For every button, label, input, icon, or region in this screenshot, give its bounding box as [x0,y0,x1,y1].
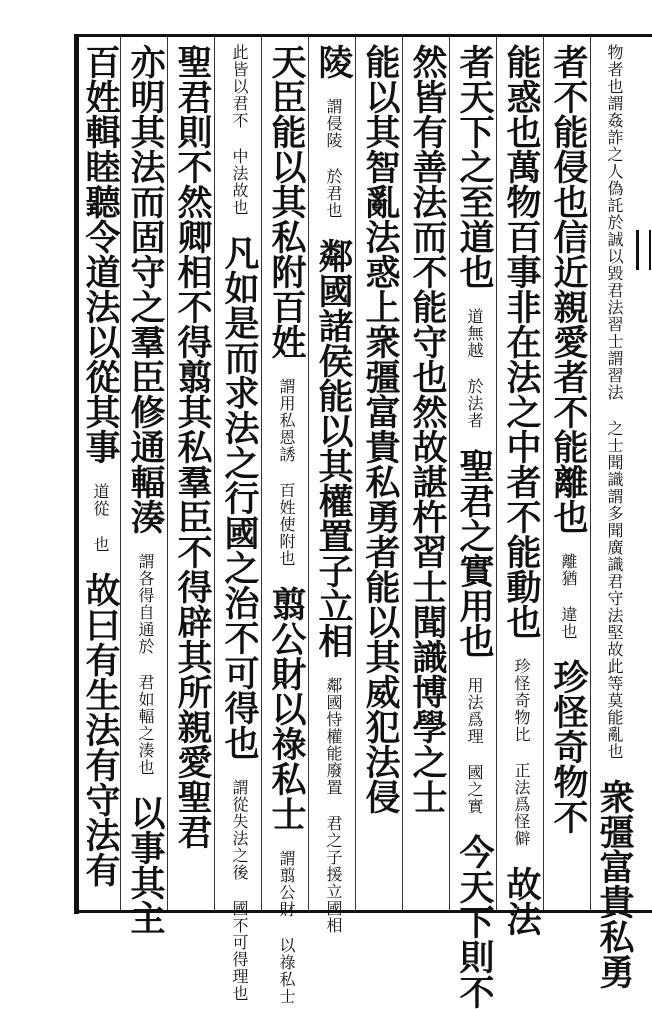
main-text: 今天下則不 [454,834,495,1009]
annotation-line: 也 [91,536,110,553]
main-text: 聖君則不然卿相不得翦其私羣臣不得辟其所親愛聖君 [172,44,213,849]
annotation-line: 離猶 [559,553,578,587]
annotation-line: 於法者 [465,378,484,429]
column-rule [402,37,403,910]
fold-edge-mark [636,230,651,270]
annotation-line: 之士聞識謂多聞廣識君守法堅故此等莫能亂也 [605,420,624,760]
main-text: 珍怪奇物不 [548,659,589,834]
text-column-11 [123,44,167,935]
main-text: 天臣能以其私附百姓 [266,44,307,359]
annotation-line: 鄰國恃權能廢置 [324,677,343,796]
main-text: 凡如是而求法之行國之治不可得也 [219,235,260,760]
column-rule [261,37,262,910]
annotation-line: 謂用私恩誘 [277,378,296,463]
main-text: 然皆有善法而不能守也然故諶杵習士聞識博學之士 [407,44,448,814]
annotation-line: 國不可得理也 [230,900,249,1002]
annotation-line: 謂從失法之後 [230,779,249,881]
annotation-line: 道從 [91,483,110,517]
text-column-12 [78,44,122,910]
column-rule [590,37,591,910]
annotation-line: 中法故也 [230,148,249,216]
main-text: 以事其主 [125,795,166,935]
annotation-line: 珍怪奇物比 [512,658,531,743]
annotation [229,779,249,1002]
main-text: 者不能侵也信近親愛者不能離也 [548,44,589,534]
annotation [276,850,296,1005]
annotation [323,677,343,934]
column-rule [496,37,497,910]
text-column-6 [358,44,402,910]
annotation-line: 謂各得自通於 [136,553,155,655]
annotation-line: 物者也謂姦詐之人偽託於誠以毀君法習士謂習法 [605,44,624,401]
annotation [604,44,624,760]
annotation-line: 道無越 [465,308,484,359]
main-text: 陵 [313,44,354,79]
text-column-9 [217,44,261,1002]
annotation [464,308,484,429]
main-text: 能惑也萬物百事非在法之中者不能動也 [501,44,542,639]
text-column-4 [452,44,496,1009]
text-column-2 [546,44,590,910]
column-rule [308,37,309,910]
annotation-line: 以祿私士 [277,937,296,1005]
annotation-line: 百姓使附也 [277,482,296,567]
annotation [90,483,110,553]
main-text: 衆彊富貴私勇 [594,779,635,989]
annotation [511,658,531,847]
main-text: 故曰有生法有守法有 [80,572,121,887]
main-text: 者天下之至道也 [454,44,495,289]
annotation-line: 君之子援立國相 [324,815,343,934]
main-text: 百姓輯睦聽令道法以從其事 [80,44,121,464]
annotation-line: 此皆以君不 [230,44,249,129]
text-column-1 [592,44,636,989]
frame-top-border [74,34,652,37]
annotation [276,378,296,567]
annotation [229,44,249,216]
annotation-line: 違也 [559,606,578,640]
main-text: 能以其智亂法惑上衆彊富貴私勇者能以其威犯法侵 [360,44,401,814]
text-column-10 [170,44,214,910]
annotation-line: 用法爲理 [465,677,484,745]
annotation [323,98,343,219]
annotation-line: 君如輻之湊也 [136,674,155,776]
text-column-3 [499,44,543,936]
annotation-line: 於君也 [324,168,343,219]
annotation [464,677,484,815]
annotation-line: 正法爲怪僻 [512,762,531,847]
column-rule [543,37,544,910]
main-text: 鄰國諸侯能以其權置子立相 [313,238,354,658]
column-rule [449,37,450,910]
main-text: 聖君之實用也 [454,448,495,658]
main-text: 故法 [501,866,542,936]
annotation [135,553,155,776]
annotation-line: 國之實 [465,764,484,815]
main-text: 翦公財以祿私士 [266,586,307,831]
column-rule [167,37,168,910]
column-rule [355,37,356,910]
annotation-line: 謂翦公財 [277,850,296,918]
main-text: 亦明其法而固守之羣臣修通輻湊 [125,44,166,534]
annotation-line: 謂侵陵 [324,98,343,149]
column-rule [214,37,215,910]
annotation [558,553,578,640]
text-column-7 [311,44,355,934]
text-column-5 [405,44,449,910]
text-column-8 [264,44,308,1005]
